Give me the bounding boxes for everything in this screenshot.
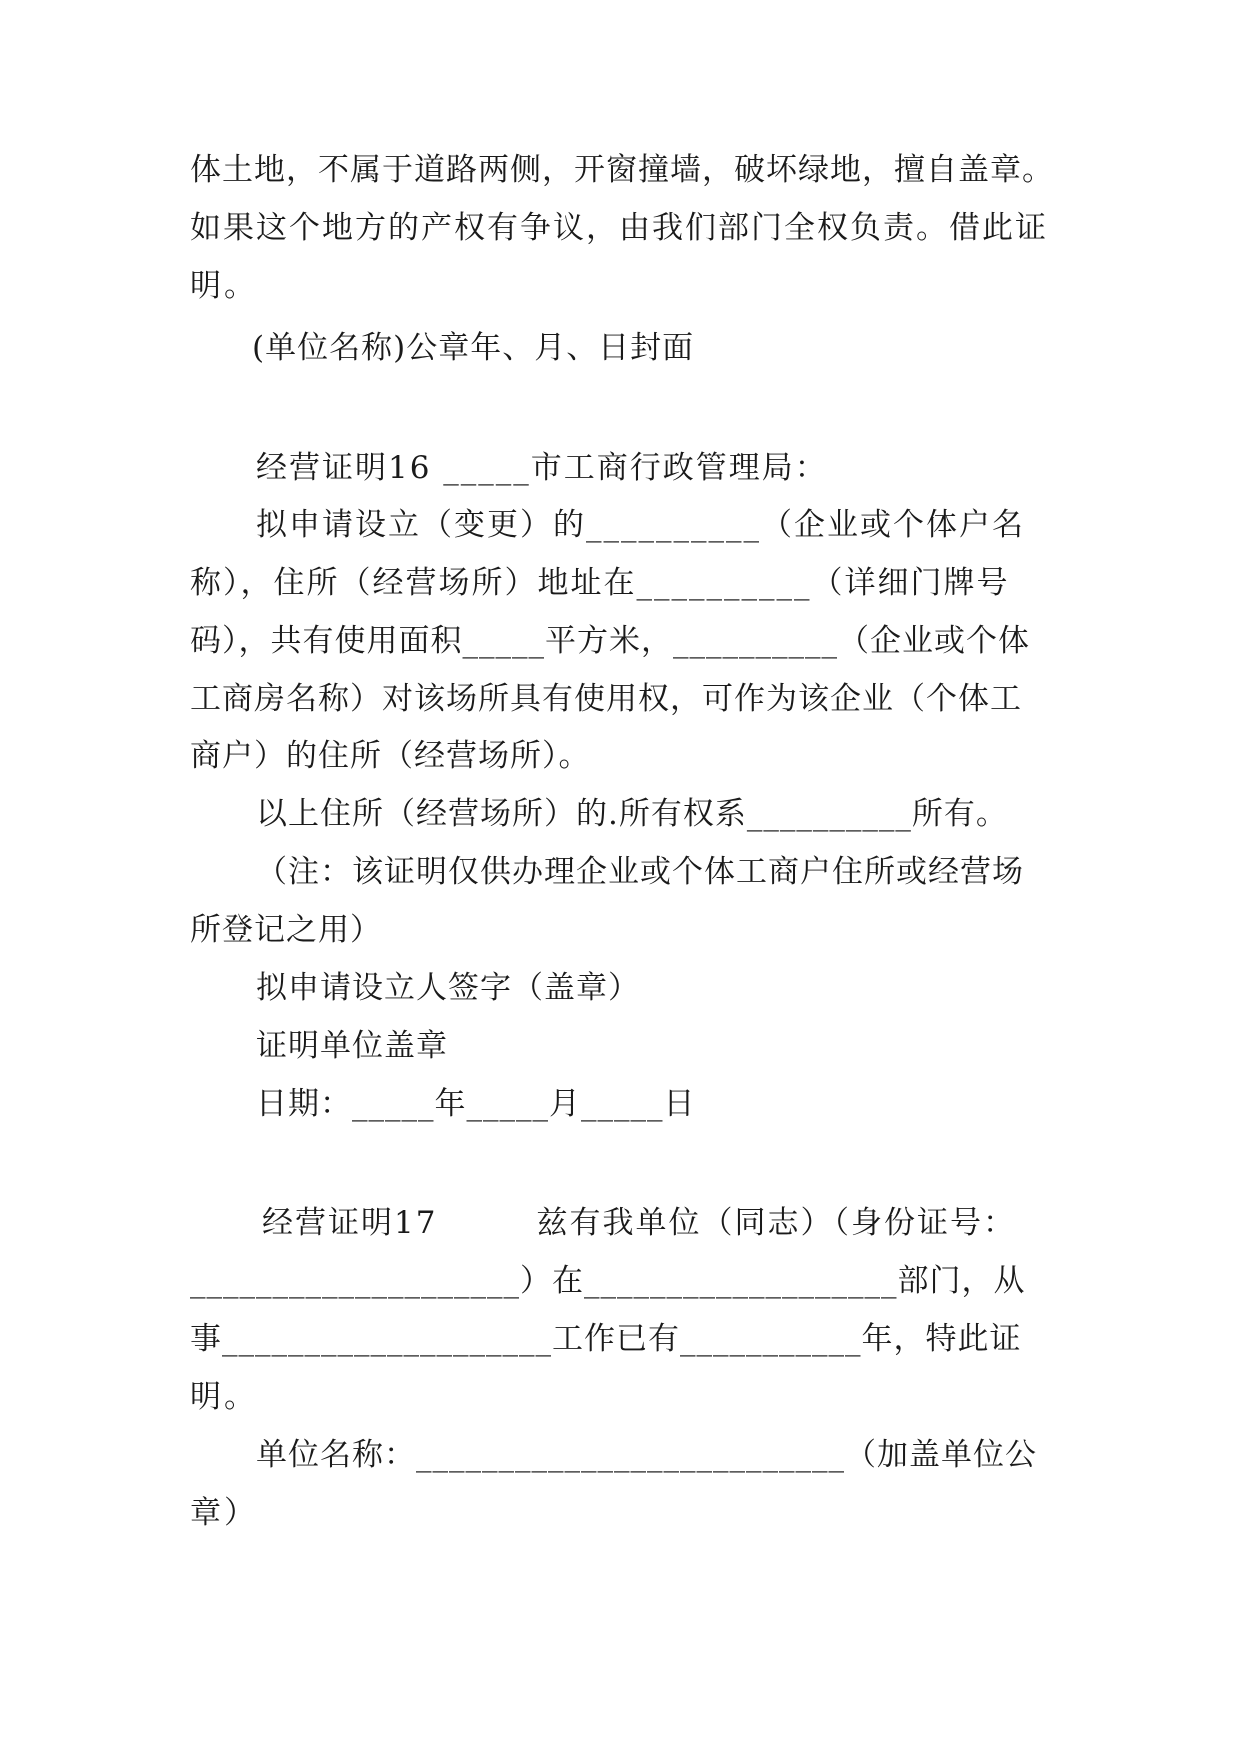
- s17-line1: 经营证明17 兹有我单位（同志）（身份证号：: [262, 1205, 1016, 1241]
- s15-line3: 明。: [190, 268, 258, 304]
- s15-seal-line: (单位名称)公章年、月、日封面: [252, 330, 695, 366]
- s17-line2: ____________________）在___________________部门，从: [190, 1263, 1026, 1299]
- s17-unit-name-line1: 单位名称：__________________________（加盖单位公: [256, 1437, 1037, 1473]
- s15-line1: 体土地，不属于道路两侧，开窗撞墙，破坏绿地，擅自盖章。: [190, 152, 1054, 188]
- s15-line2: 如果这个地方的产权有争议，由我们部门全权负责。借此证: [190, 210, 1048, 246]
- s16-para1-line4: 工商房名称）对该场所具有使用权，可作为该企业（个体工: [190, 681, 1022, 717]
- s16-date: 日期：_____年_____月_____日: [256, 1086, 696, 1122]
- s17-line4: 明。: [190, 1379, 258, 1415]
- s16-para1-line3: 码），共有使用面积_____平方米，__________（企业或个体: [190, 623, 1030, 659]
- s16-ownership: 以上住所（经营场所）的.所有权系__________所有。: [256, 796, 1008, 832]
- s16-applicant-sign: 拟申请设立人签字（盖章）: [256, 970, 640, 1006]
- s16-note-line1: （注：该证明仅供办理企业或个体工商户住所或经营场: [256, 854, 1024, 890]
- s16-note-line2: 所登记之用）: [190, 912, 382, 948]
- s17-unit-name-line2: 章）: [190, 1495, 258, 1531]
- s16-unit-seal: 证明单位盖章: [256, 1028, 448, 1064]
- s16-heading: 经营证明16 _____市工商行政管理局：: [256, 450, 828, 486]
- s17-line3: 事____________________工作已有___________年，特此证: [190, 1321, 1022, 1357]
- s16-para1-line2: 称），住所（经营场所）地址在__________（详细门牌号: [190, 565, 1010, 601]
- s16-para1-line5: 商户）的住所（经营场所）。: [190, 738, 591, 774]
- s16-para1-line1: 拟申请设立（变更）的__________（企业或个体户名: [256, 507, 1025, 543]
